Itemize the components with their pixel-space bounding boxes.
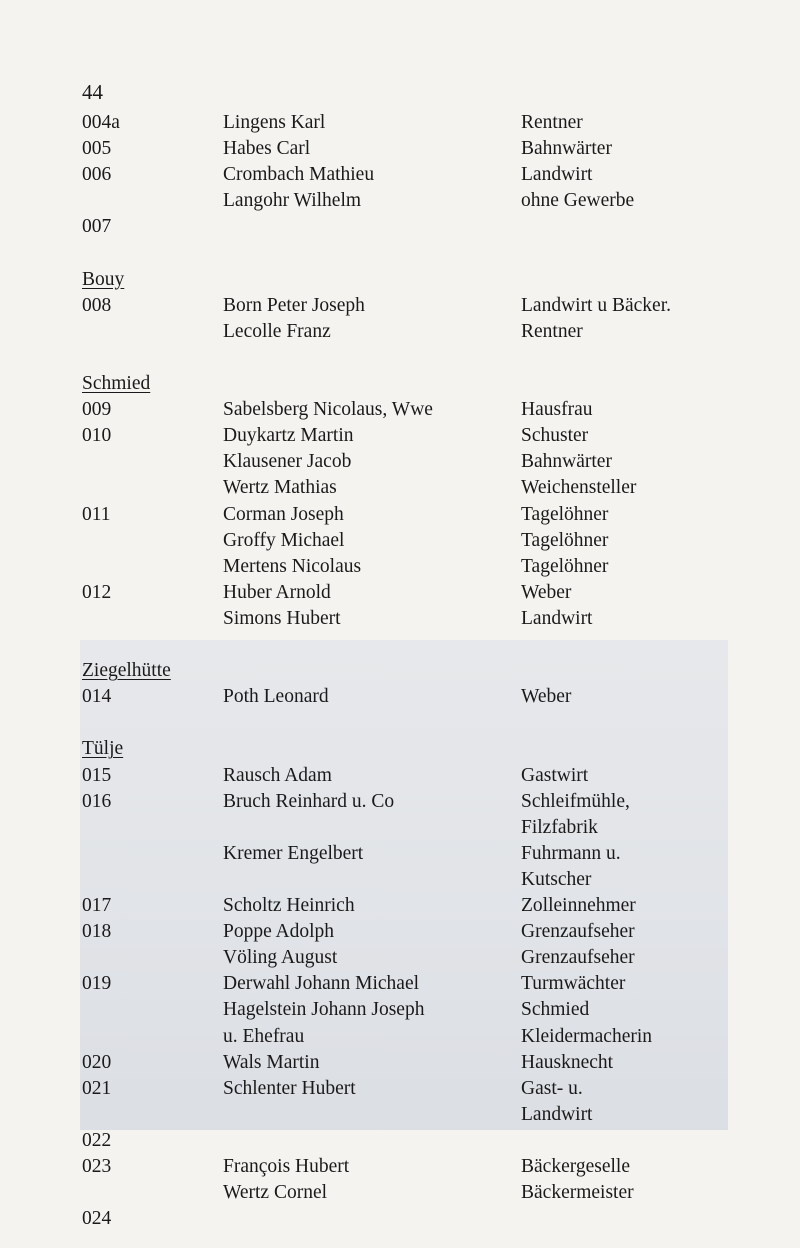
occupation: Fuhrmann u. bbox=[521, 842, 621, 864]
occupation: Turmwächter bbox=[521, 973, 626, 995]
resident-name: Scholtz Heinrich bbox=[223, 895, 355, 916]
house-number: 022 bbox=[82, 1129, 112, 1151]
resident-name: Derwahl Johann Michael bbox=[223, 973, 420, 995]
house-number: 007 bbox=[82, 216, 112, 238]
directory-row bbox=[0, 971, 800, 997]
directory-row bbox=[0, 554, 800, 580]
occupation: Bahnwärter bbox=[521, 138, 612, 160]
house-number: 019 bbox=[82, 973, 112, 995]
resident-name: Poppe Adolph bbox=[223, 921, 335, 943]
house-number: 024 bbox=[82, 1208, 112, 1230]
directory-row bbox=[0, 1206, 800, 1232]
house-number: 014 bbox=[82, 686, 112, 708]
directory-row bbox=[0, 502, 800, 528]
resident-name: Groffy Michael bbox=[223, 529, 345, 551]
directory-row bbox=[0, 136, 800, 162]
house-number: 011 bbox=[82, 503, 111, 525]
resident-name: Duykartz Martin bbox=[223, 425, 354, 447]
directory-row bbox=[0, 449, 800, 475]
directory-row bbox=[0, 162, 800, 188]
resident-name: Lecolle Franz bbox=[223, 320, 331, 342]
directory-row bbox=[0, 841, 800, 867]
directory-row bbox=[0, 789, 800, 815]
resident-name: Hagelstein Johann Joseph bbox=[223, 999, 425, 1021]
occupation: Tagelöhner bbox=[521, 529, 609, 551]
resident-name: Wertz Cornel bbox=[223, 1182, 328, 1204]
directory-row bbox=[0, 1076, 800, 1102]
house-number: 017 bbox=[82, 895, 112, 916]
directory-row bbox=[0, 475, 800, 501]
directory-row bbox=[0, 1050, 800, 1076]
occupation: Weber bbox=[521, 581, 572, 603]
directory-row bbox=[0, 919, 800, 945]
house-number: 023 bbox=[82, 1156, 112, 1177]
directory-row bbox=[0, 423, 800, 449]
directory-row bbox=[0, 397, 800, 423]
section-heading: Schmied bbox=[82, 373, 151, 394]
occupation: Weber bbox=[521, 686, 572, 708]
directory-row bbox=[0, 997, 800, 1023]
page-number: 44 bbox=[82, 80, 103, 104]
directory-row bbox=[0, 528, 800, 554]
occupation: Landwirt bbox=[521, 164, 593, 186]
occupation: Tagelöhner bbox=[521, 503, 609, 525]
directory-row bbox=[0, 293, 800, 319]
occupation: Landwirt bbox=[521, 607, 593, 629]
occupation: Gast- u. bbox=[521, 1077, 583, 1099]
resident-name: Sabelsberg Nicolaus, Wwe bbox=[223, 399, 433, 421]
directory-row bbox=[0, 1154, 800, 1180]
resident-name: Corman Joseph bbox=[223, 503, 344, 525]
occupation: Landwirt u Bäcker. bbox=[521, 294, 671, 316]
resident-name: François Hubert bbox=[223, 1156, 350, 1177]
house-number: 016 bbox=[82, 790, 112, 812]
occupation: Schuster bbox=[521, 425, 589, 447]
occupation: Schleifmühle, bbox=[521, 790, 630, 812]
resident-name: Huber Arnold bbox=[223, 581, 331, 603]
directory-row bbox=[0, 815, 800, 841]
occupation: Rentner bbox=[521, 320, 583, 342]
resident-name: Wertz Mathias bbox=[223, 477, 337, 499]
occupation: Filzfabrik bbox=[521, 816, 598, 838]
occupation: Bahnwärter bbox=[521, 451, 612, 473]
occupation: ohne Gewerbe bbox=[521, 190, 635, 212]
occupation: Bäckermeister bbox=[521, 1182, 634, 1204]
directory-row bbox=[0, 214, 800, 240]
house-number: 008 bbox=[82, 294, 112, 316]
directory-row bbox=[0, 1180, 800, 1206]
occupation: Gastwirt bbox=[521, 764, 589, 786]
directory-row bbox=[0, 867, 800, 893]
resident-name: Bruch Reinhard u. Co bbox=[223, 790, 395, 812]
occupation: Hausknecht bbox=[521, 1051, 614, 1073]
house-number: 015 bbox=[82, 764, 112, 786]
house-number: 006 bbox=[82, 164, 112, 186]
resident-name: Rausch Adam bbox=[223, 764, 332, 786]
section-heading: Tülje bbox=[82, 738, 124, 760]
directory-row bbox=[0, 1128, 800, 1154]
house-number: 020 bbox=[82, 1051, 112, 1073]
house-number: 012 bbox=[82, 581, 112, 603]
directory-row bbox=[0, 1102, 800, 1128]
occupation: Kleidermacherin bbox=[521, 1025, 653, 1047]
directory-row bbox=[0, 188, 800, 214]
house-number: 005 bbox=[82, 138, 112, 160]
resident-name: Kremer Engelbert bbox=[223, 842, 364, 864]
resident-name: Born Peter Joseph bbox=[223, 294, 365, 316]
directory-row bbox=[0, 763, 800, 789]
directory-row bbox=[0, 1024, 800, 1050]
resident-name: Mertens Nicolaus bbox=[223, 555, 362, 577]
resident-name: Völing August bbox=[223, 947, 338, 969]
house-number: 021 bbox=[82, 1077, 112, 1099]
resident-name: Langohr Wilhelm bbox=[223, 190, 362, 212]
resident-name: Klausener Jacob bbox=[223, 451, 352, 473]
occupation: Kutscher bbox=[521, 868, 592, 890]
house-number: 010 bbox=[82, 425, 112, 447]
occupation: Weichensteller bbox=[521, 477, 637, 499]
directory-row bbox=[0, 580, 800, 606]
occupation: Bäckergeselle bbox=[521, 1156, 631, 1177]
section-heading: Ziegelhütte bbox=[82, 660, 171, 682]
occupation: Tagelöhner bbox=[521, 555, 609, 577]
occupation: Grenzaufseher bbox=[521, 947, 635, 969]
house-number: 009 bbox=[82, 399, 112, 421]
occupation: Schmied bbox=[521, 999, 590, 1021]
directory-row bbox=[0, 606, 800, 632]
house-number: 018 bbox=[82, 921, 112, 943]
occupation: Zolleinnehmer bbox=[521, 895, 636, 916]
resident-name: Wals Martin bbox=[223, 1051, 320, 1073]
directory-row bbox=[0, 945, 800, 971]
occupation: Rentner bbox=[521, 112, 583, 133]
occupation: Landwirt bbox=[521, 1103, 593, 1125]
section-heading: Bouy bbox=[82, 268, 125, 290]
directory-row bbox=[0, 684, 800, 710]
resident-name: Simons Hubert bbox=[223, 607, 341, 629]
house-number: 004a bbox=[82, 112, 120, 133]
occupation: Hausfrau bbox=[521, 399, 593, 421]
resident-name: Lingens Karl bbox=[223, 112, 326, 133]
occupation: Grenzaufseher bbox=[521, 921, 635, 943]
directory-row bbox=[0, 893, 800, 919]
resident-name: Poth Leonard bbox=[223, 686, 329, 708]
directory-row bbox=[0, 110, 800, 136]
resident-name: Schlenter Hubert bbox=[223, 1077, 356, 1099]
resident-name: Crombach Mathieu bbox=[223, 164, 375, 186]
directory-row bbox=[0, 319, 800, 345]
resident-name: u. Ehefrau bbox=[223, 1025, 305, 1047]
resident-name: Habes Carl bbox=[223, 138, 311, 160]
